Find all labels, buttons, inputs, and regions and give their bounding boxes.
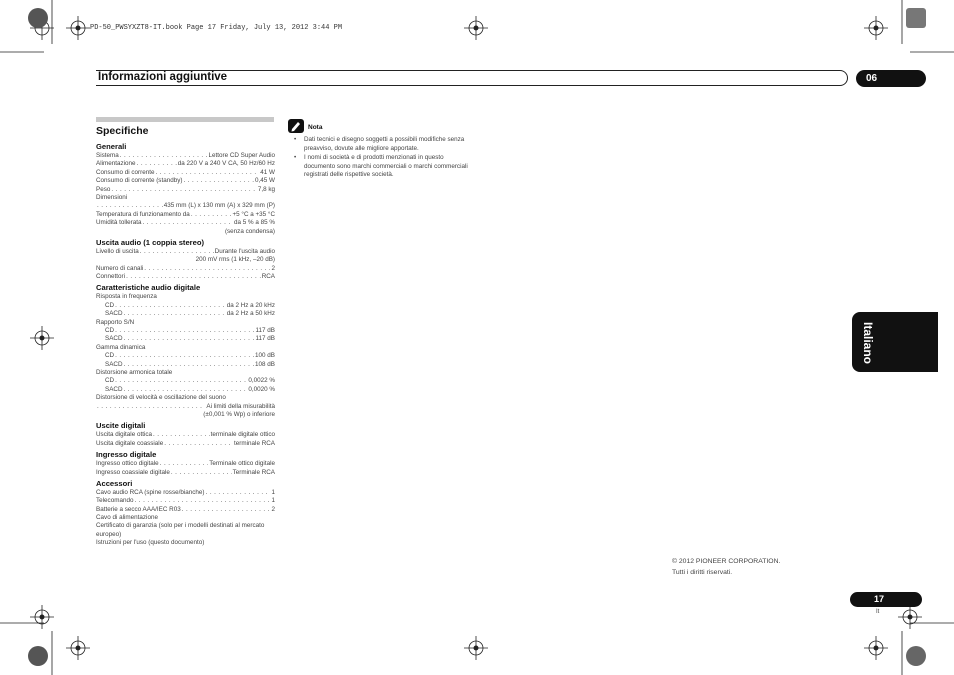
list-item: • I nomi di società e di prodotti menzionati in questo documento sono marchi commerciali o marchi commerciali registrati delle rispettive società. [294,154,474,180]
spec-row: Batterie a secco AAA/IEC R03 . . . 2 [96,506,275,514]
spec-note: 200 mV rms (1 kHz, –20 dB) [195,256,275,264]
spec-label: Certificato di garanzia (solo per i modelli destinati al mercato europeo) [96,522,265,538]
spec-row: Umidità tollerata . . . da 5 % a 85 % [96,219,275,227]
section-title: Specifiche [96,125,149,137]
spec-row: Temperatura di funzionamento da . . . +5 °C a +35 °C [96,211,275,219]
copyright [672,557,780,578]
spec-row: . . . 435 mm (L) x 130 mm (A) x 329 mm (P) [96,202,275,210]
spec-label: Istruzioni per l'uso (questo documento) [96,539,205,547]
spec-note: (senza condensa) [224,227,275,235]
note-list [294,136,474,181]
spec-row: Consumo di corrente (standby) . . . 0,45 W [96,177,275,185]
spec-label: Dimensioni [96,193,128,201]
copyright-line: Tutti i diritti riservati. [672,568,733,576]
specs-column [96,140,275,548]
print-slug: PD-50_PWSYXZT8-IT.book Page 17 Friday, July 13, 2012 3:44 PM [90,24,343,32]
spec-subtitle: Generali [96,142,127,151]
spec-label: Rapporto S/N [96,318,135,326]
note-title: Nota [308,124,323,131]
note-icon [288,119,304,133]
spec-label: Risposta in frequenza [96,293,157,301]
pencil-icon [288,119,304,133]
spec-subtitle: Caratteristiche audio digitale [96,283,201,293]
spec-label: Gamma dinamica [96,343,146,351]
spec-subtitle: Ingresso digitale [96,450,157,460]
page-title: Informazioni aggiuntive [98,71,228,83]
spec-row: Connettori . . . RCA [96,273,275,281]
spec-row: CD . . . 117 dB [96,327,275,335]
spec-row: . . . Ai limiti della misurabilità [96,403,275,411]
spec-row: SACD . . . da 2 Hz a 50 kHz [96,310,275,318]
spec-label: Distorsione di velocità e oscillazione del suono [96,394,226,402]
spec-row: Livello di uscita . . . Durante l'uscita audio [96,248,275,256]
copyright-line: © 2012 PIONEER CORPORATION. [672,558,781,565]
spec-row: SACD . . . 108 dB [96,361,275,369]
spec-row: Peso . . . 7,8 kg [96,186,275,194]
list-item: • Dati tecnici e disegno soggetti a possibili modifiche senza preavviso, dovute alle migliore apportate. [294,136,474,153]
section-rule [96,117,274,122]
spec-row: Alimentazione . . . da 220 V a 240 V CA, 50 Hz/60 Hz [96,160,275,168]
spec-label: Distorsione armonica totale [96,368,173,376]
spec-subtitle: Uscite digitali [96,421,146,431]
spec-label: Cavo di alimentazione [96,514,158,522]
spec-row: Sistema . . . Lettore CD Super Audio [96,152,275,160]
chapter-badge: 06 [856,70,926,87]
spec-row: Cavo audio RCA (spine rosse/bianche) . . . 1 [96,489,275,497]
language-code: It [876,609,880,615]
page-number: 17 [850,592,922,607]
spec-row: SACD . . . 0,0020 % [96,386,275,394]
spec-row: Uscita digitale coassiale . . . terminale RCA [96,440,275,448]
spec-row: CD . . . 0,0022 % [96,377,275,385]
language-tab-label: Italiano [861,322,875,365]
spec-row: Ingresso coassiale digitale . . . Terminale RCA [96,469,275,477]
spec-row: Numero di canali . . . 2 [96,265,275,273]
spec-row: CD . . . 100 dB [96,352,275,360]
spec-subtitle: Uscita audio (1 coppia stereo) [96,237,205,247]
spec-row: Ingresso ottico digitale . . . Terminale ottico digitale [96,460,275,468]
spec-row: CD . . . da 2 Hz a 20 kHz [96,302,275,310]
spec-row: Telecomando . . . 1 [96,497,275,505]
spec-subtitle: Accessori [96,478,133,488]
spec-row: SACD . . . 117 dB [96,335,275,343]
spec-note: (±0,001 % Wp) o inferiore [203,410,275,418]
spec-row: Consumo di corrente . . . 41 W [96,169,275,177]
spec-row: Uscita digitale ottica . . . terminale digitale ottico [96,431,275,439]
